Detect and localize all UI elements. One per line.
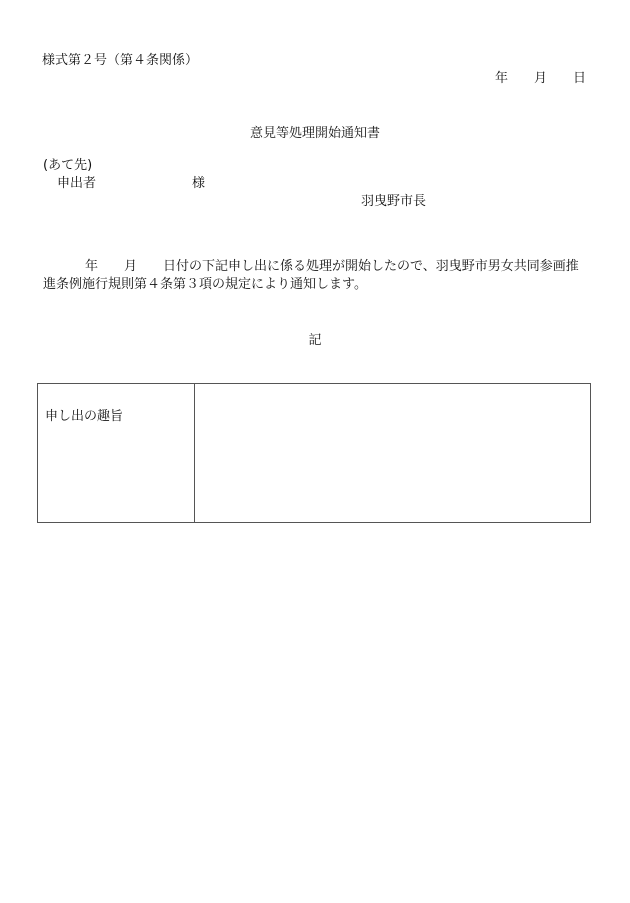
honorific: 様 <box>192 176 206 191</box>
date-line <box>495 67 586 86</box>
form-number: 様式第２号（第４条関係） <box>42 53 199 68</box>
detail-table <box>37 383 591 523</box>
date-year-label: 年 <box>494 71 508 86</box>
body-text: 日付の下記申し出に係る処理が開始したので、羽曳野市男女共同参画推進条例施行規則第４条第３項の規定により通知します。 <box>43 259 579 292</box>
row-label: 申し出の趣旨 <box>45 409 124 424</box>
table-row <box>38 384 591 523</box>
body-month-label: 月 <box>124 259 138 274</box>
table-value-cell <box>195 384 591 523</box>
issuer: 羽曳野市長 <box>361 194 427 209</box>
date-day-label: 日 <box>572 71 586 86</box>
applicant-label: 申出者 <box>57 176 97 191</box>
date-month-label: 月 <box>533 71 547 86</box>
ki-heading: 記 <box>308 333 322 348</box>
addressee-label: (あて先) <box>43 158 93 173</box>
document-title: 意見等処理開始通知書 <box>249 126 380 141</box>
body-year-label: 年 <box>85 259 99 274</box>
notice-body <box>43 258 591 294</box>
applicant-line <box>57 172 206 191</box>
table-label-cell <box>38 384 195 523</box>
